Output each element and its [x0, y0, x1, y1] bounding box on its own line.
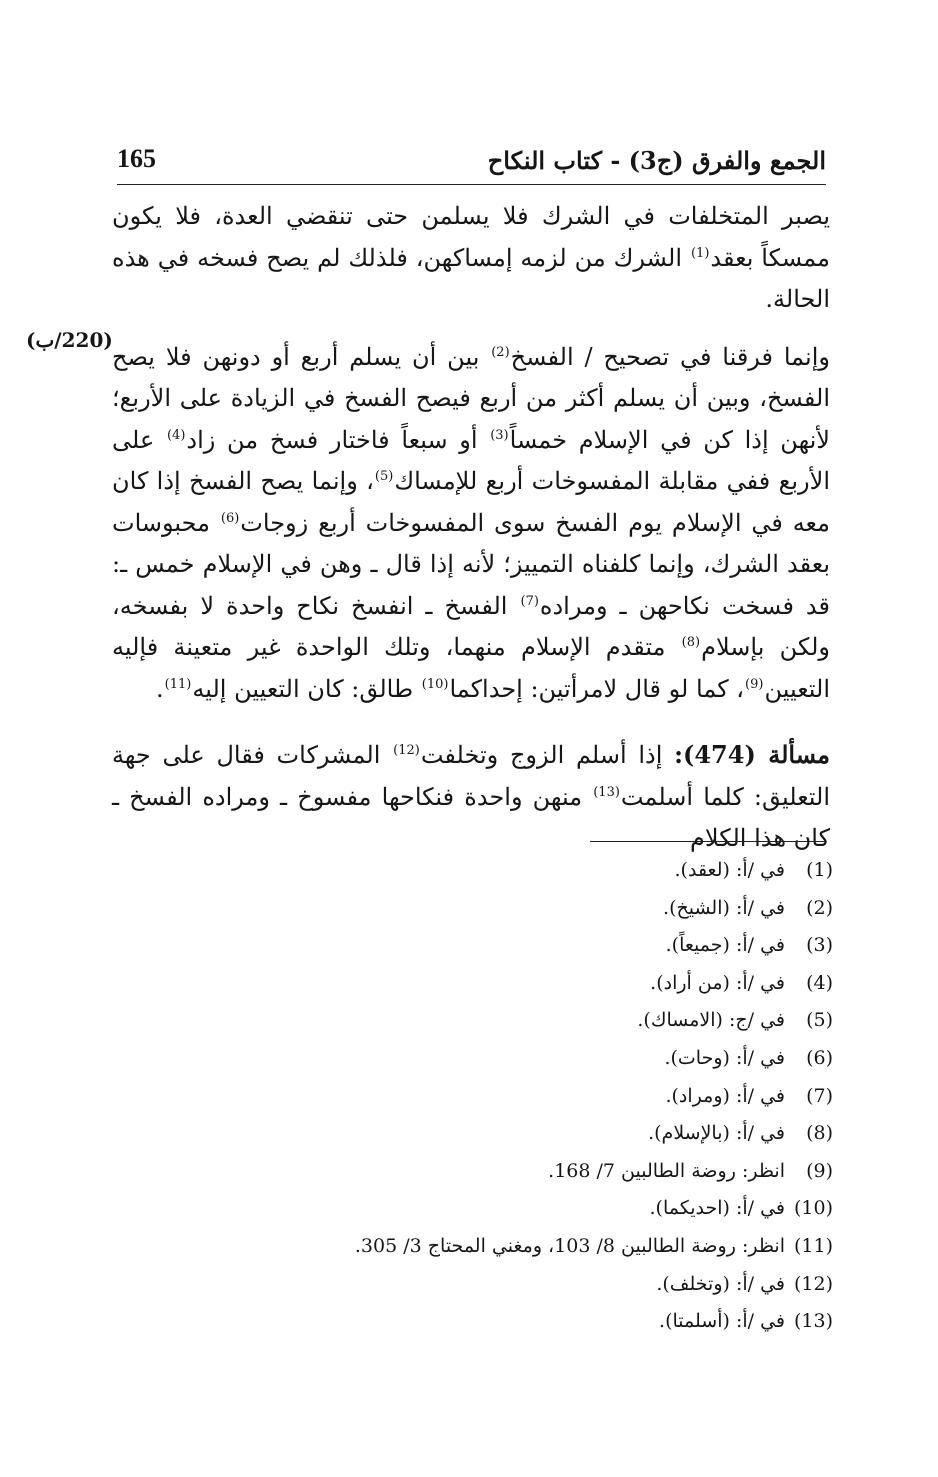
issue-label: مسألة (474): — [674, 740, 831, 769]
footnote: (9)انظر: روضة الطالبين 7/ 168. — [548, 1159, 833, 1182]
footnote: (4)في /أ: (من أراد). — [650, 971, 833, 994]
footnote-ref: (1) — [690, 245, 710, 261]
footnotes — [355, 852, 833, 1341]
footnote-ref: (8) — [681, 635, 701, 650]
footnote-ref: (13) — [593, 784, 620, 800]
footnote: (11)انظر: روضة الطالبين 8/ 103، ومغني المحتاج 3/ 305. — [354, 1234, 833, 1257]
footnote-ref: (5) — [374, 469, 394, 484]
footnote: (10)في /أ: (احديكما). — [649, 1197, 833, 1220]
footnote-ref: (12) — [393, 743, 420, 758]
footnote: (13)في /أ: (أسلمتا). — [659, 1310, 833, 1333]
footnote: (2)في /أ: (الشيخ). — [663, 896, 833, 919]
footnote: (12)في /أ: (وتخلف). — [656, 1272, 833, 1295]
footnote-ref: (10) — [421, 676, 449, 692]
paragraph: يصبر المتخلفات في الشرك فلا يسلمن حتى تنقضي العدة، فلا يكون ممسكاً بعقد$^{(1)}$ الشرك من لزمه إمساكهن، فلذلك لم يصح فسخه في هذه الحالة. — [112, 202, 830, 313]
footnote-ref: (6) — [220, 510, 240, 526]
footnote: (7)في /أ: (ومراد). — [665, 1084, 833, 1107]
main-text — [112, 196, 830, 860]
footnote: (6)في /أ: (وحات). — [664, 1046, 833, 1069]
paragraph: وإنما فرقنا في تصحيح / الفسخ$^{(2)}$ بين أن يسلم أربع أو دونهن فلا يصح الفسخ، وبين أن يسلم أكثر من أربع فيصح الفسخ في الزيادة على الأربع؛ لأنهن إذا كن في الإسلام خمساً$^{(3)}$ أو سبعاً فاختار فسخ من زاد$^{(4)}$ على الأربع ففي مقابلة المفسوخات أربع للإمساك$^{(5)}$، وإنما يصح الفسخ إذا كان معه في الإسلام يوم الفسخ سوى المفسوخات أربع زوجات$^{(6)}$ محبوسات بعقد الشرك، وإنما كلفناه التمييز؛ لأنه إذا قال ـ وهن في الإسلام خمس ـ: قد فسخت نكاحهن ـ ومراده$^{(7)}$ الفسخ ـ انفسخ نكاح واحدة لا بفسخه، ولكن بإسلام$^{(8)}$ متقدم الإسلام منهما، وتلك الواحدة غير متعينة فإليه التعيين$^{(9)}$، كما لو قال لامرأتين: إحداكما$^{(10)}$ طالق: كان التعيين إليه$^{(11)}$. — [112, 342, 831, 703]
footnote-separator — [590, 841, 826, 842]
footnote: (5)في /ج: (الامساك). — [637, 1009, 833, 1032]
footnote: (1)في /أ: (لعقد). — [674, 859, 833, 881]
running-title: الجمع والفرق (ج3) - كتاب النكاح — [487, 146, 826, 175]
footnote-ref: (2) — [491, 344, 510, 360]
running-header — [117, 140, 826, 185]
footnote-ref: (4) — [166, 427, 186, 443]
footnote-ref: (9) — [745, 676, 764, 692]
footnote-ref: (7) — [520, 593, 539, 609]
page-number: 165 — [117, 144, 156, 173]
footnote: (3)في /أ: (جميعاً). — [665, 934, 833, 957]
manuscript-folio-marker: (220/ب) — [26, 328, 113, 352]
footnote: (8)في /أ: (بالإسلام). — [648, 1122, 833, 1145]
footnote-ref: (3) — [490, 427, 509, 443]
footnote-ref: (11) — [164, 676, 192, 692]
issue-paragraph: مسألة (474): إذا أسلم الزوج وتخلفت$^{(12)}$ المشركات فقال على جهة التعليق: كلما أسلمت$^{(13)}$ منهن واحدة فنكاحها مفسوخ ـ ومراده الفسخ ـ كان هذا الكلام — [112, 740, 831, 852]
